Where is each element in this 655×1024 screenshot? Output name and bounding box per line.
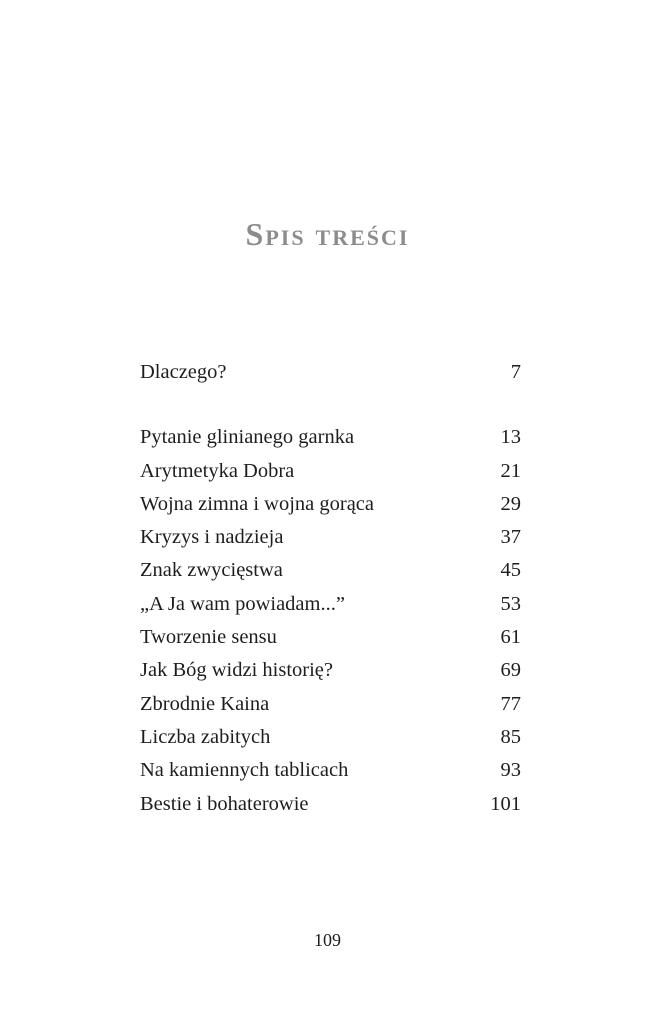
toc-entry-title: Wojna zimna i wojna gorąca	[140, 492, 375, 515]
toc-entry-page: 37	[500, 526, 521, 549]
toc-entry	[140, 721, 521, 754]
table-of-contents	[140, 356, 521, 821]
toc-entry	[140, 455, 521, 488]
toc-entry-title: Arytmetyka Dobra	[140, 459, 295, 482]
toc-entry-page: 93	[500, 759, 521, 782]
toc-entry-title: Pytanie glinianego garnka	[140, 426, 355, 449]
toc-entry	[140, 654, 521, 687]
toc-entry-page: 45	[500, 559, 521, 582]
toc-entry-page: 21	[500, 459, 521, 482]
toc-entry-title: Na kamiennych tablicach	[140, 759, 349, 782]
toc-entry-title: „A Ja wam powiadam...”	[140, 592, 345, 615]
toc-entry-title: Tworzenie sensu	[140, 626, 277, 649]
toc-entry-title: Liczba zabitych	[140, 725, 271, 748]
toc-entry-page: 53	[500, 592, 521, 615]
toc-entry	[140, 421, 521, 454]
toc-entry-intro	[140, 356, 521, 389]
toc-entry	[140, 621, 521, 654]
toc-entry-title: Zbrodnie Kaina	[140, 692, 270, 715]
toc-entry-page: 85	[500, 725, 521, 748]
toc-entry-title: Dlaczego?	[140, 361, 227, 383]
toc-entry	[140, 554, 521, 587]
page-title: Spis treści	[245, 216, 410, 252]
toc-entry	[140, 754, 521, 787]
toc-entry	[140, 588, 521, 621]
toc-entry-page: 101	[490, 792, 521, 815]
toc-entry-page: 77	[500, 692, 521, 715]
toc-entry-page: 7	[510, 361, 521, 383]
toc-entry-title: Jak Bóg widzi historię?	[140, 659, 334, 682]
toc-entry-title: Znak zwycięstwa	[140, 559, 283, 582]
toc-entry-page: 13	[500, 426, 521, 449]
toc-entry-title: Kryzys i nadzieja	[140, 526, 284, 549]
toc-entry-title: Bestie i bohaterowie	[140, 792, 309, 815]
toc-entry-page: 61	[500, 626, 521, 649]
toc-entry	[140, 488, 521, 521]
page-number: 109	[314, 930, 341, 950]
toc-entry	[140, 521, 521, 554]
toc-entry	[140, 788, 521, 821]
toc-entry-page: 69	[500, 659, 521, 682]
toc-entry-page: 29	[500, 492, 521, 515]
toc-entry	[140, 688, 521, 721]
